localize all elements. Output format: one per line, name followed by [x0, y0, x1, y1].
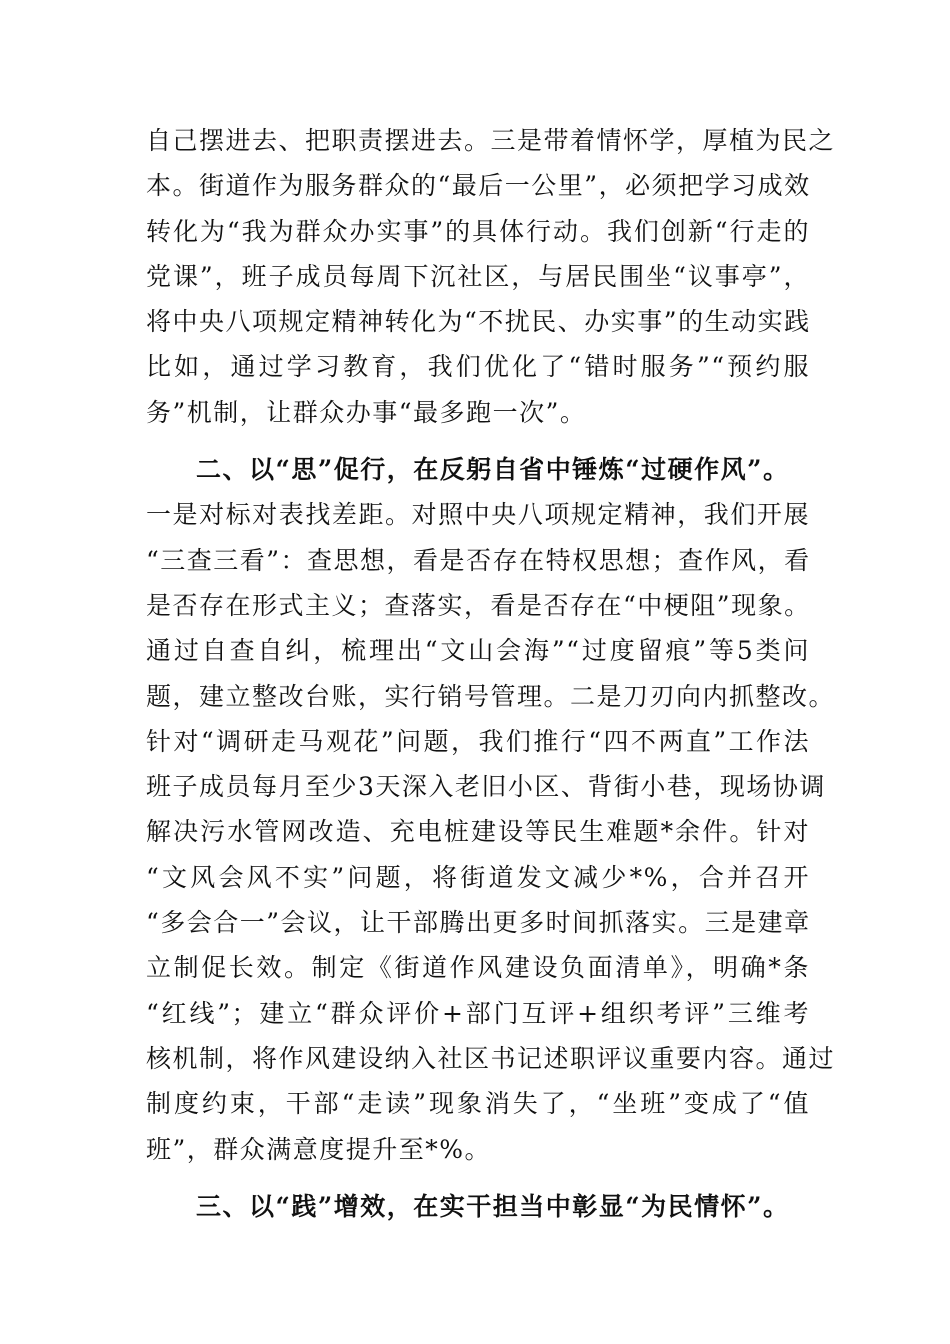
text-line: 核机制，将作风建设纳入社区书记述职评议重要内容。通过 [146, 1043, 836, 1073]
text-line: 是否存在形式主义；查落实，看是否存在“中梗阻”现象。 [146, 590, 811, 620]
text-line: 将中央八项规定精神转化为“不扰民、办实事”的生动实践 [146, 307, 811, 337]
text-line: 党课”，班子成员每周下沉社区，与居民围坐“议事亭”， [146, 261, 810, 291]
text-line: 通过自查自纠，梳理出“文山会海”“过度留痕”等5类问 [146, 636, 810, 666]
text-line: 本。街道作为服务群众的“最后一公里”，必须把学习成效 [146, 171, 811, 201]
section-heading-3: 三、以“践”增效，在实干担当中彰显“为民情怀”。 [196, 1191, 790, 1221]
paragraph-1 [146, 118, 836, 435]
text-line: 题，建立整改台账，实行销号管理。二是刀刃向内抓整改。 [146, 681, 836, 711]
text-line: 制度约束，干部“走读”现象消失了，“坐班”变成了“值 [146, 1089, 810, 1119]
text-line: 一是对标对表找差距。对照中央八项规定精神，我们开展 [146, 500, 810, 530]
text-line: “三查三看”：查思想，看是否存在特权思想；查作风，看 [146, 545, 811, 575]
text-line: 立制促长效。制定《街道作风建设负面清单》，明确*条 [146, 953, 810, 983]
text-line: 班子成员每月至少3天深入老旧小区、背街小巷，现场协调 [146, 772, 826, 802]
text-line: 比如，通过学习教育，我们优化了“错时服务”“预约服 [146, 352, 810, 382]
text-line: 针对“调研走马观花”问题，我们推行“四不两直”工作法 [146, 726, 811, 756]
section-heading-2: 二、以“思”促行，在反躬自省中锤炼“过硬作风”。 [196, 455, 790, 485]
paragraph-2 [146, 492, 836, 1171]
text-line: “文风会风不实”问题，将街道发文减少*%，合并召开 [146, 862, 810, 892]
text-line: “多会合一”会议，让干部腾出更多时间抓落实。三是建章 [146, 908, 811, 938]
text-line: 解决污水管网改造、充电桩建设等民生难题*余件。针对 [146, 817, 810, 847]
document-body [146, 118, 836, 1229]
text-line: 务”机制，让群众办事“最多跑一次”。 [146, 397, 587, 427]
text-line: 转化为“我为群众办实事”的具体行动。我们创新“行走的 [146, 216, 810, 246]
text-line: “红线”；建立“群众评价+部门互评+组织考评”三维考 [146, 998, 810, 1028]
text-line: 自己摆进去、把职责摆进去。三是带着情怀学，厚植为民之 [146, 126, 836, 155]
text-line: 班”，群众满意度提升至*%。 [146, 1134, 492, 1164]
